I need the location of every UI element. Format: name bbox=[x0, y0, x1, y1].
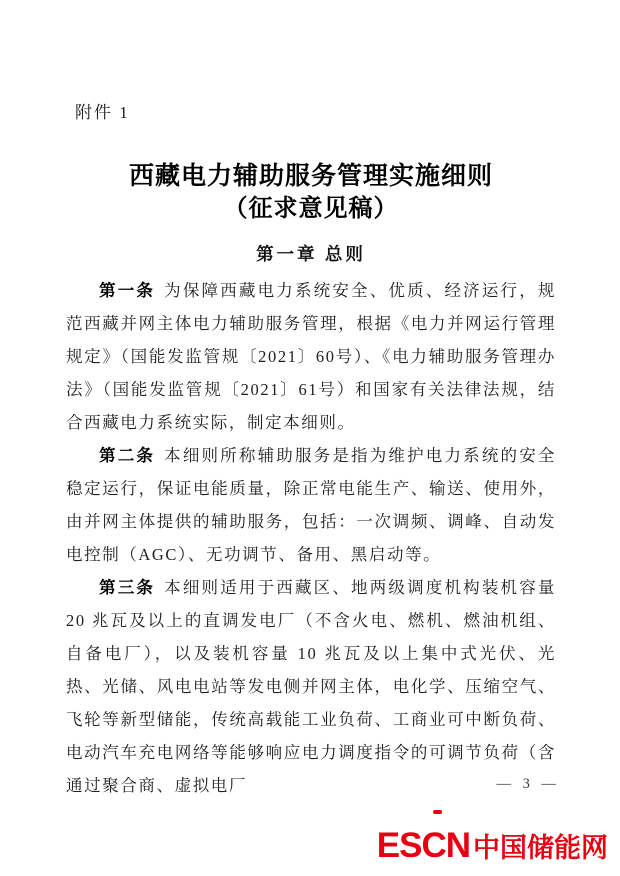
article-3-text: 本细则适用于西藏区、地两级调度机构装机容量 20 兆瓦及以上的直调发电厂（不含火电、燃机、燃油机组、自备电厂），以及装机容量 10 兆瓦及以上集中式光伏、光热、光储、风电电站等发电侧并网主体，电化学、压缩空气、飞轮等新型储能，传统高载能工业负荷、工商业可中断负荷、电动汽车充电网络等能够响应电力调度指令的可调节负荷（含通过聚合商、虚拟电厂 bbox=[66, 578, 556, 795]
document-title-line2: （征求意见稿） bbox=[223, 196, 399, 222]
chapter-heading: 第一章 总则 bbox=[256, 244, 366, 264]
attachment-label: 附件 1 bbox=[75, 103, 130, 122]
paragraph-article-3 bbox=[66, 571, 556, 802]
document-content bbox=[66, 0, 556, 802]
escn-watermark-logo bbox=[377, 826, 608, 873]
article-1-text: 为保障西藏电力系统安全、优质、经济运行，规范西藏并网主体电力辅助服务管理，根据《电力并网运行管理规定》（国能发监管规〔2021〕60号）、《电力辅助服务管理办法》（国能发监管规〔2021〕61号）和国家有关法律法规，结合西藏电力系统实际，制定本细则。 bbox=[66, 281, 556, 432]
article-2-text: 本细则所称辅助服务是指为维护电力系统的安全稳定运行，保证电能质量，除正常电能生产、输送、使用外，由并网主体提供的辅助服务，包括：一次调频、调峰、自动发电控制（AGC）、无功调节、备用、黑启动等。 bbox=[66, 446, 556, 564]
document-title bbox=[66, 161, 556, 225]
paragraph-article-1 bbox=[66, 274, 556, 439]
article-2-number: 第二条 bbox=[99, 446, 156, 465]
logo-accent-dot bbox=[433, 810, 442, 814]
body-text bbox=[66, 274, 556, 802]
paragraph-article-2 bbox=[66, 439, 556, 571]
page-number: — 3 — bbox=[496, 776, 560, 792]
article-3-number: 第三条 bbox=[99, 578, 156, 597]
escn-logo-latin: ESCN bbox=[376, 826, 470, 865]
article-1-number: 第一条 bbox=[99, 281, 156, 300]
escn-logo-chinese: 中国储能网 bbox=[473, 833, 608, 863]
document-title-line1: 西藏电力辅助服务管理实施细则 bbox=[128, 163, 493, 190]
